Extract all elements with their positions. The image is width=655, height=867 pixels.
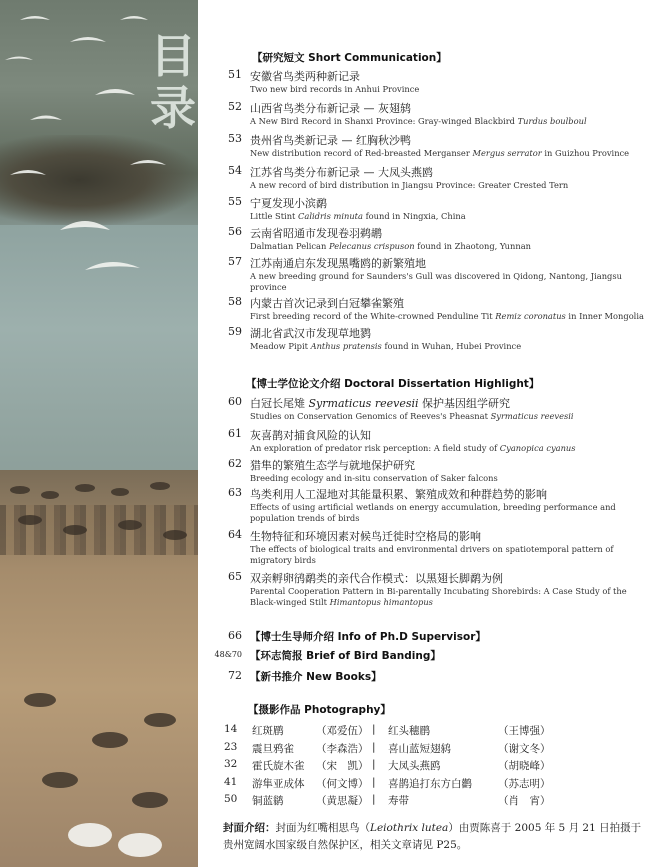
photo-title[interactable]: 游隼亚成体 bbox=[252, 777, 305, 790]
entry-english-text: The effects of biological traits and environmental drivers on spatiotemporal pattern of migratory birds bbox=[250, 544, 614, 565]
photo-title[interactable]: 大凤头燕鸥 bbox=[388, 760, 441, 772]
photo-separator: | bbox=[372, 723, 376, 735]
photo-page-number: 23 bbox=[224, 740, 238, 753]
entry-chinese-title[interactable]: 云南省昭通市发现卷羽鹈鹕 bbox=[250, 227, 382, 240]
entry-page-number: 54 bbox=[228, 164, 242, 177]
section-doctoral-dissertation: 【博士学位论文介绍 Doctoral Dissertation Highlight】 bbox=[246, 378, 540, 390]
entry-chinese-title[interactable]: 宁夏发现小滨鹬 bbox=[250, 197, 327, 210]
photo-page-number: 32 bbox=[224, 758, 238, 770]
cover-description bbox=[223, 820, 648, 854]
banding-page: 48&70 bbox=[214, 650, 242, 659]
photo-title[interactable]: 铜蓝鹟 bbox=[252, 795, 284, 807]
entry-english-title bbox=[250, 443, 645, 454]
photo-author: （黄思凝） bbox=[316, 795, 369, 807]
entry-english-title bbox=[250, 411, 645, 422]
entry-page-number: 53 bbox=[228, 132, 242, 145]
entry-english-title bbox=[250, 84, 645, 95]
entry-english-text: found in Ningxia, China bbox=[362, 211, 466, 221]
photo-author: （肖 宵） bbox=[498, 795, 551, 807]
entry-english-title bbox=[250, 311, 645, 322]
entry-page-number: 58 bbox=[228, 295, 242, 308]
entry-english-text: A New Bird Record in Shanxi Province: Gray-winged Blackbird bbox=[250, 116, 518, 126]
entry-english-title bbox=[250, 116, 645, 127]
entry-chinese-title[interactable]: 鸟类利用人工湿地对其能量积累、繁殖成效和种群趋势的影响 bbox=[250, 488, 547, 501]
photo-author: （苏志明） bbox=[498, 777, 551, 790]
books-page: 72 bbox=[228, 669, 242, 682]
entry-english-text: found in Wuhan, Hubei Province bbox=[381, 341, 522, 351]
entry-latin-name: Anthus pratensis bbox=[310, 341, 382, 351]
entry-english-text: Meadow Pipit bbox=[250, 341, 311, 351]
entry-page-number: 52 bbox=[228, 100, 242, 113]
photo-separator: | bbox=[372, 740, 376, 753]
photo-title[interactable]: 震旦鸦雀 bbox=[252, 742, 294, 755]
photo-separator: | bbox=[372, 775, 376, 788]
photo-title[interactable]: 红斑鹛 bbox=[252, 725, 284, 737]
entry-english-text: Dalmatian Pelican bbox=[250, 241, 329, 251]
entry-latin-name: Pelecanus crispuson bbox=[328, 241, 415, 251]
entry-chinese-text: 白冠长尾雉 bbox=[250, 397, 309, 410]
photo-author: （谢文冬） bbox=[498, 742, 551, 755]
photo-separator: | bbox=[372, 758, 376, 770]
entry-page-number: 61 bbox=[228, 427, 242, 440]
section-bird-banding[interactable]: 【环志简报 Brief of Bird Banding】 bbox=[250, 650, 441, 662]
entry-latin-name: Calidris minuta bbox=[298, 211, 363, 221]
entry-page-number: 65 bbox=[228, 570, 242, 583]
photo-page-number: 50 bbox=[224, 793, 238, 805]
section-photography: 【摄影作品 Photography】 bbox=[248, 704, 391, 716]
entry-english-text: in Guizhou Province bbox=[541, 148, 630, 158]
section-short-communication: 【研究短文 Short Communication】 bbox=[252, 52, 447, 64]
photo-author: （李森浩） bbox=[316, 742, 369, 755]
entry-english-title bbox=[250, 473, 645, 484]
supervisor-page: 66 bbox=[228, 629, 242, 642]
entry-english-title bbox=[250, 586, 645, 608]
cover-label: 封面介绍： bbox=[223, 822, 276, 834]
photo-title[interactable]: 喜鹊追打东方白鹳 bbox=[388, 777, 472, 790]
entry-chinese-title[interactable] bbox=[250, 395, 510, 411]
entry-english-title bbox=[250, 148, 645, 159]
photo-title[interactable]: 霍氏旋木雀 bbox=[252, 760, 305, 772]
cover-latin: Leiothrix lutea bbox=[370, 822, 449, 834]
entry-chinese-title[interactable]: 猎隼的繁殖生态学与就地保护研究 bbox=[250, 459, 415, 472]
entry-english-text: found in Zhaotong, Yunnan bbox=[414, 241, 531, 251]
entry-english-title bbox=[250, 241, 645, 252]
cover-text-2: ）由贾陈喜于 2005 年 5 月 21 日拍摄于贵州宽阔水国家级自然保护区，相关文章请见 P25。 bbox=[223, 822, 642, 851]
entry-english-title bbox=[250, 180, 645, 191]
entry-chinese-title[interactable]: 贵州省鸟类新记录 — 红胸秋沙鸭 bbox=[250, 134, 411, 147]
entry-chinese-title[interactable]: 生物特征和环境因素对候鸟迁徙时空格局的影响 bbox=[250, 530, 481, 543]
entry-english-title bbox=[250, 544, 645, 566]
entry-english-text: Studies on Conservation Genomics of Reeves's Pheasnat bbox=[250, 411, 491, 421]
photo-title[interactable]: 寿带 bbox=[388, 795, 409, 807]
entry-page-number: 59 bbox=[228, 325, 242, 338]
entry-chinese-title[interactable]: 安徽省鸟类两种新记录 bbox=[250, 70, 360, 83]
entry-english-text: A new breeding ground for Saunders's Gull was discovered in Qidong, Nantong, Jiangsu province bbox=[250, 271, 622, 292]
entry-latin-name: Turdus boulboul bbox=[517, 116, 587, 126]
entry-page-number: 56 bbox=[228, 225, 242, 238]
photo-title[interactable]: 喜山蓝短翅鸫 bbox=[388, 742, 451, 755]
entry-latin-name: Cyanopica cyanus bbox=[499, 443, 576, 453]
entry-latin-name: Mergus serrator bbox=[472, 148, 542, 158]
table-of-contents bbox=[198, 0, 655, 867]
entry-chinese-title[interactable]: 山西省鸟类分布新记录 — 灰翅鸫 bbox=[250, 102, 411, 115]
entry-english-title bbox=[250, 271, 645, 293]
entry-chinese-title[interactable]: 湖北省武汉市发现草地鹨 bbox=[250, 327, 371, 340]
photo-separator: | bbox=[372, 793, 376, 805]
cover-photo-panel bbox=[0, 0, 198, 867]
contents-mark: 目录 bbox=[150, 29, 196, 135]
entry-chinese-text: 保护基因组学研究 bbox=[418, 397, 511, 410]
entry-english-text: Little Stint bbox=[250, 211, 299, 221]
photo-author: （何文博） bbox=[316, 777, 369, 790]
entry-english-text: Two new bird records in Anhui Province bbox=[250, 84, 420, 94]
entry-latin-name: Remiz coronatus bbox=[495, 311, 566, 321]
entry-latin-name: Syrmaticus reevesii bbox=[308, 397, 419, 410]
entry-chinese-title[interactable]: 双亲孵卵鸻鹬类的亲代合作模式：以黑翅长脚鹬为例 bbox=[250, 572, 503, 585]
section-new-books[interactable]: 【新书推介 New Books】 bbox=[250, 671, 382, 683]
photo-author: （王博强） bbox=[498, 725, 551, 737]
entry-english-title bbox=[250, 341, 645, 352]
entry-page-number: 63 bbox=[228, 486, 242, 499]
photo-title[interactable]: 红头穗鹛 bbox=[388, 725, 430, 737]
entry-chinese-title[interactable]: 灰喜鹊对捕食风险的认知 bbox=[250, 429, 371, 442]
entry-page-number: 64 bbox=[228, 528, 242, 541]
entry-english-text: An exploration of predator risk perception: A field study of bbox=[250, 443, 500, 453]
photo-page-number: 14 bbox=[224, 723, 238, 735]
photo-author: （邓爱伍） bbox=[316, 725, 369, 737]
photo-page-number: 41 bbox=[224, 775, 238, 788]
entry-english-text: Effects of using artificial wetlands on energy accumulation, breeding performance and population trends of birds bbox=[250, 502, 616, 523]
entry-page-number: 60 bbox=[228, 395, 242, 408]
entry-chinese-title[interactable]: 江苏省鸟类分布新记录 — 大凤头燕鸥 bbox=[250, 166, 433, 179]
entry-chinese-title[interactable]: 江苏南通启东发现黑嘴鸥的新繁殖地 bbox=[250, 257, 426, 270]
entry-page-number: 57 bbox=[228, 255, 242, 268]
cover-text-1: 封面为红嘴相思鸟（ bbox=[275, 822, 370, 834]
section-supervisor[interactable]: 【博士生导师介绍 Info of Ph.D Supervisor】 bbox=[250, 631, 486, 643]
entry-english-title bbox=[250, 502, 645, 524]
entry-english-text: in Inner Mongolia bbox=[565, 311, 644, 321]
entry-chinese-title[interactable]: 内蒙古首次记录到白冠攀雀繁殖 bbox=[250, 297, 404, 310]
entry-english-title bbox=[250, 211, 645, 222]
photo-author: （宋 凯） bbox=[316, 760, 369, 772]
entry-page-number: 55 bbox=[228, 195, 242, 208]
entry-latin-name: Himantopus himantopus bbox=[329, 597, 433, 607]
entry-page-number: 51 bbox=[228, 68, 242, 81]
entry-english-text: A new record of bird distribution in Jiangsu Province: Greater Crested Tern bbox=[250, 180, 569, 190]
entry-english-text: New distribution record of Red-breasted Merganser bbox=[250, 148, 473, 158]
entry-latin-name: Syrmaticus reevesii bbox=[490, 411, 574, 421]
entry-english-text: Breeding ecology and in-situ conservation of Saker falcons bbox=[250, 473, 498, 483]
entry-page-number: 62 bbox=[228, 457, 242, 470]
entry-english-text: First breeding record of the White-crowned Penduline Tit bbox=[250, 311, 496, 321]
entry-english-text: Parental Cooperation Pattern in Bi-parentally Incubating Shorebirds: A Case Study of the Black-winged Stilt bbox=[250, 586, 627, 607]
photo-author: （胡晓峰） bbox=[498, 760, 551, 772]
